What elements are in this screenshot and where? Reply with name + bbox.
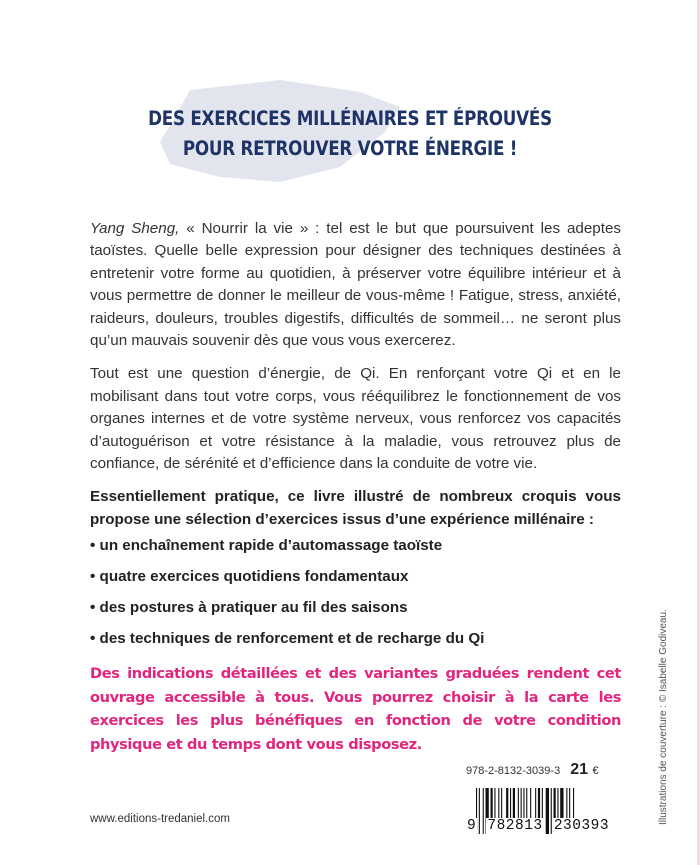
isbn-price-row bbox=[466, 761, 599, 779]
practical-paragraph: Essentiellement pratique, ce livre illustré de nombreux croquis vous propose une sélection d’exercices issus d’une expérience millénaire : bbox=[90, 488, 621, 528]
highlight-paragraph: Des indications détaillées et des variantes graduées rendent cet ouvrage accessible à tous. Vous pourrez choisir à la carte les exercices les plus bénéfiques en fonction de votre condition physique et du temps dont vous disposez. bbox=[90, 665, 621, 753]
yang-sheng-term: Yang Sheng, bbox=[90, 220, 180, 237]
barcode-digit-first: 9 bbox=[467, 818, 477, 834]
publisher-website: www.editions-tredaniel.com bbox=[90, 813, 230, 825]
price-amount: 21 bbox=[570, 761, 588, 778]
barcode-digits-left: 782813 bbox=[487, 818, 543, 834]
headline-line-2: POUR RETROUVER VOTRE ÉNERGIE ! bbox=[182, 137, 518, 160]
barcode-digits-right: 230393 bbox=[553, 818, 610, 834]
price bbox=[570, 761, 598, 779]
headline bbox=[49, 104, 651, 164]
intro-text: « Nourrir la vie » : tel est le but que poursuivent les adeptes taoïstes. Quelle belle expression pour désigner des techniques destinées à entretenir votre forme au quotidien, à préserver votre équilibre intérieur et à vous permettre de donner le meilleur de vous-même ! Fatigue, stress, anxiété, raideurs, douleurs, troubles digestifs, difficultés de sommeil… ne seront plus qu’un mauvais souvenir dès que vous vous exercerez. bbox=[90, 220, 621, 350]
contents-list bbox=[90, 535, 621, 650]
barcode-digits bbox=[466, 818, 610, 834]
list-item: • un enchaînement rapide d’automassage taoïste bbox=[90, 537, 443, 555]
intro-paragraph bbox=[90, 218, 621, 352]
list-item: • des postures à pratiquer au fil des saisons bbox=[90, 599, 408, 617]
list-item: • quatre exercices quotidiens fondamentaux bbox=[90, 568, 409, 586]
back-cover-text bbox=[90, 218, 621, 756]
illustration-credit: Illustrations de couverture : © Isabelle Godiveau. bbox=[658, 609, 669, 825]
energy-paragraph: Tout est une question d’énergie, de Qi. En renforçant votre Qi et en le mobilisant dans tout votre corps, vous rééquilibrez le fonctionnement de vos organes internes et de votre système nerveux, vous renforcez vos capacités d’autoguérison et votre résistance à la maladie, vous retrouvez plus de confiance, de sérénité et d’efficience dans la conduite de votre vie. bbox=[90, 365, 621, 473]
isbn: 978-2-8132-3039-3 bbox=[466, 765, 561, 777]
list-item: • des techniques de renforcement et de recharge du Qi bbox=[90, 630, 485, 648]
headline-line-1: DES EXERCICES MILLÉNAIRES ET ÉPROUVÉS bbox=[148, 107, 552, 130]
price-currency: € bbox=[592, 765, 599, 777]
